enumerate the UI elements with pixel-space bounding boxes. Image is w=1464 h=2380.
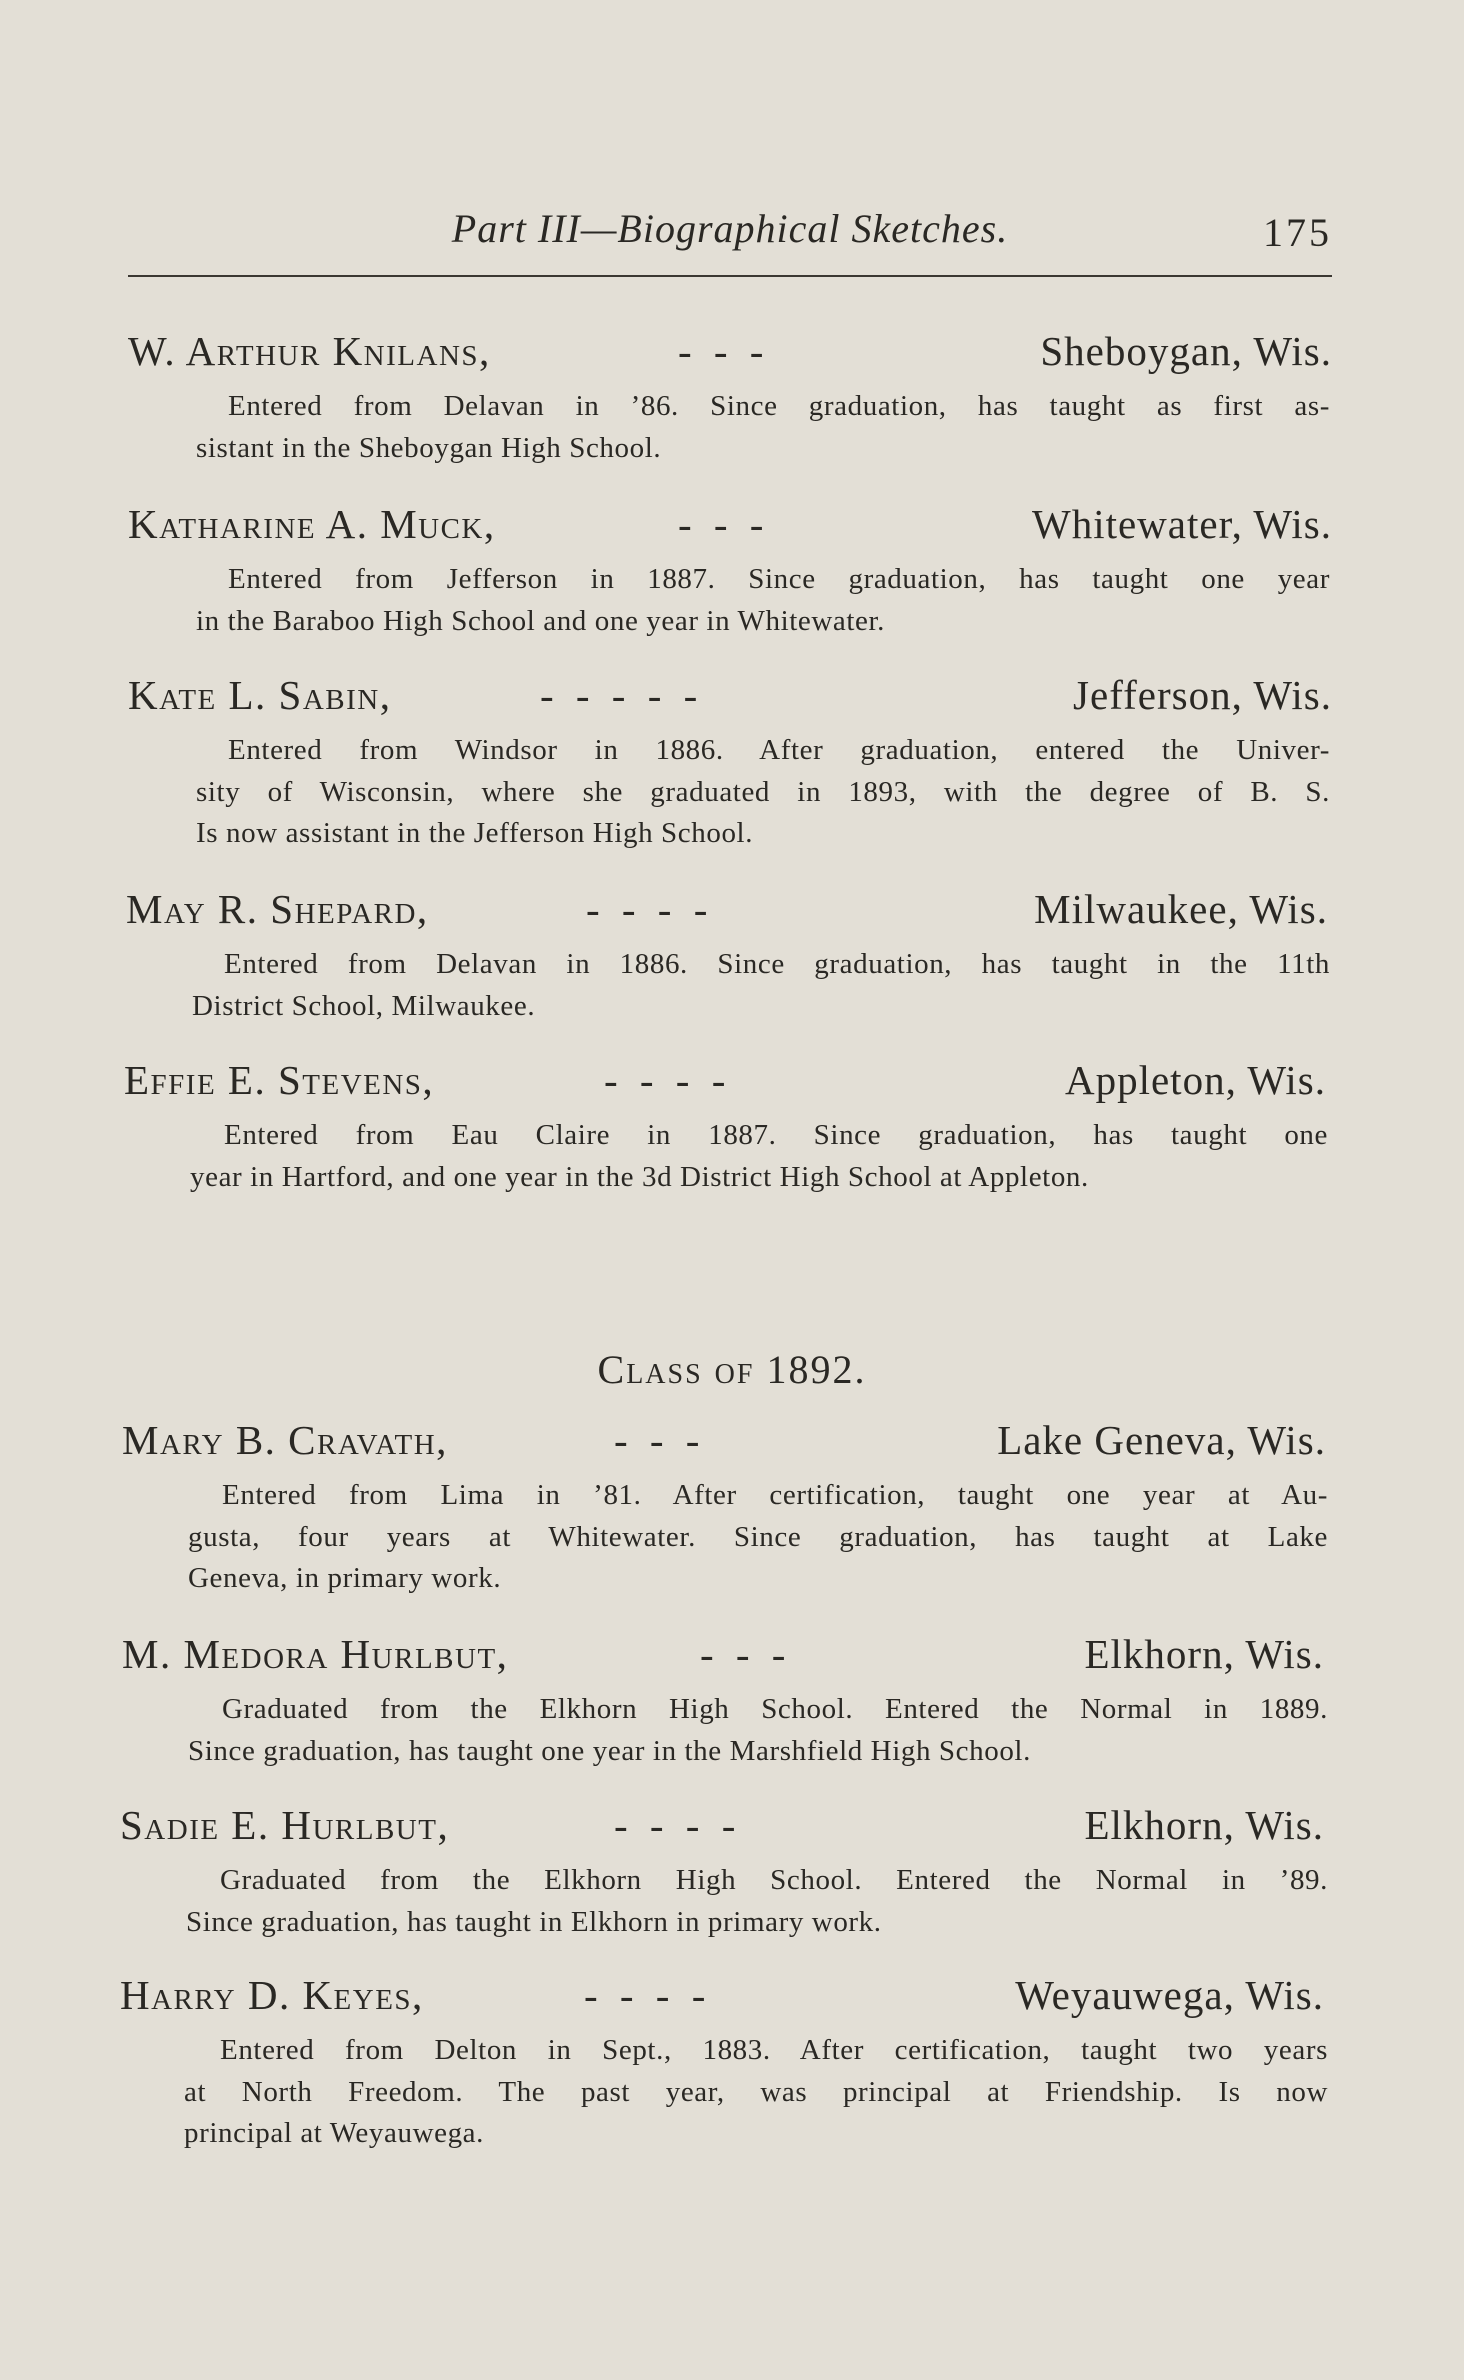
entry-text-line: year in Hartford, and one year in the 3d District High School at Appleton. [190, 1160, 1089, 1193]
entry-heading [0, 1415, 1464, 1465]
entry-heading [0, 1970, 1464, 2020]
entry-place: Elkhorn, Wis. [1084, 1631, 1324, 1677]
entry-name: May R. Shepard, [126, 886, 429, 932]
entry-text-line: at North Freedom. The past year, was principal at Friendship. Is now [184, 2075, 1328, 2108]
entry-place: Lake Geneva, Wis. [997, 1417, 1326, 1463]
entry-leader: - - - - [586, 886, 714, 932]
entry-leader: - - - - - [540, 672, 704, 718]
entry-heading [0, 1629, 1464, 1679]
entry-text [186, 1860, 1328, 1943]
entry-leader: - - - - [604, 1057, 732, 1103]
entry-text-line: Entered from Jefferson in 1887. Since graduation, has taught one year [228, 563, 1330, 595]
entry-text [188, 1475, 1328, 1600]
entry-place: Milwaukee, Wis. [1034, 886, 1328, 932]
entry-leader: - - - [614, 1417, 706, 1463]
entry-name: W. Arthur Knilans, [128, 328, 491, 374]
entry-name: Sadie E. Hurlbut, [120, 1802, 450, 1848]
entry-text [196, 386, 1330, 469]
entry-text [184, 2030, 1328, 2155]
entry-text [192, 944, 1330, 1027]
entry-name: Effie E. Stevens, [124, 1057, 435, 1103]
entry-text-line: gusta, four years at Whitewater. Since graduation, has taught at Lake [188, 1520, 1328, 1553]
entry-place: Appleton, Wis. [1064, 1057, 1326, 1103]
entry-text [196, 559, 1330, 642]
entry-text-line: Graduated from the Elkhorn High School. Entered the Normal in ’89. [220, 1864, 1328, 1896]
entry-place: Weyauwega, Wis. [1015, 1972, 1324, 2018]
entry-text-line: Entered from Delavan in 1886. Since graduation, has taught in the 11th [224, 948, 1330, 980]
entry-place: Sheboygan, Wis. [1040, 328, 1332, 374]
entry-heading [0, 499, 1464, 549]
entry-text-line: Entered from Delton in Sept., 1883. After certification, taught two years [220, 2034, 1328, 2066]
entry-text-line: Entered from Lima in ’81. After certification, taught one year at Au- [222, 1479, 1328, 1511]
entry-leader: - - - - [584, 1972, 712, 2018]
entry-text-line: District School, Milwaukee. [192, 989, 536, 1022]
entry-text-line: Is now assistant in the Jefferson High School. [196, 817, 754, 849]
entry-text-line: Since graduation, has taught in Elkhorn in primary work. [186, 1905, 882, 1938]
entry-place: Elkhorn, Wis. [1084, 1802, 1324, 1848]
entry-leader: - - - [678, 501, 770, 547]
entry-text-line: in the Baraboo High School and one year in Whitewater. [196, 604, 886, 637]
entry-text-line: Entered from Delavan in ’86. Since graduation, has taught as first as- [228, 390, 1330, 422]
entry-text-line: Graduated from the Elkhorn High School. Entered the Normal in 1889. [222, 1693, 1328, 1725]
entry-name: Katharine A. Muck, [128, 501, 496, 547]
entry-text-line: sity of Wisconsin, where she graduated in 1893, with the degree of B. S. [196, 775, 1330, 808]
entry-text [188, 1689, 1328, 1772]
entry-leader: - - - - [614, 1802, 742, 1848]
entry-text-line: sistant in the Sheboygan High School. [196, 431, 662, 464]
entry-place: Whitewater, Wis. [1032, 501, 1332, 547]
entry-name: M. Medora Hurlbut, [122, 1631, 509, 1677]
entry-text [196, 730, 1330, 855]
entry-leader: - - - [700, 1631, 792, 1677]
entry-text-line: Geneva, in primary work. [188, 1562, 502, 1594]
entry-text-line: Entered from Windsor in 1886. After graduation, entered the Univer- [228, 734, 1330, 766]
entry-heading [0, 1055, 1464, 1105]
entry-text-line: principal at Weyauwega. [184, 2117, 485, 2149]
entry-name: Mary B. Cravath, [122, 1417, 448, 1463]
entry-name: Kate L. Sabin, [128, 672, 392, 718]
entry-text-line: Since graduation, has taught one year in the Marshfield High School. [188, 1734, 1031, 1767]
entry-text [190, 1115, 1328, 1198]
entry-heading [0, 1800, 1464, 1850]
entry-heading [0, 884, 1464, 934]
entry-text-line: Entered from Eau Claire in 1887. Since graduation, has taught one [224, 1119, 1328, 1151]
entry-heading [0, 326, 1464, 376]
entry-name: Harry D. Keyes, [120, 1972, 424, 2018]
entry-place: Jefferson, Wis. [1073, 672, 1332, 718]
page-number: 175 [1263, 210, 1332, 255]
running-title: Part III—Biographical Sketches. [451, 206, 1009, 251]
entry-heading [0, 670, 1464, 720]
entry-leader: - - - [678, 328, 770, 374]
class-heading: Class of 1892. [597, 1347, 867, 1392]
